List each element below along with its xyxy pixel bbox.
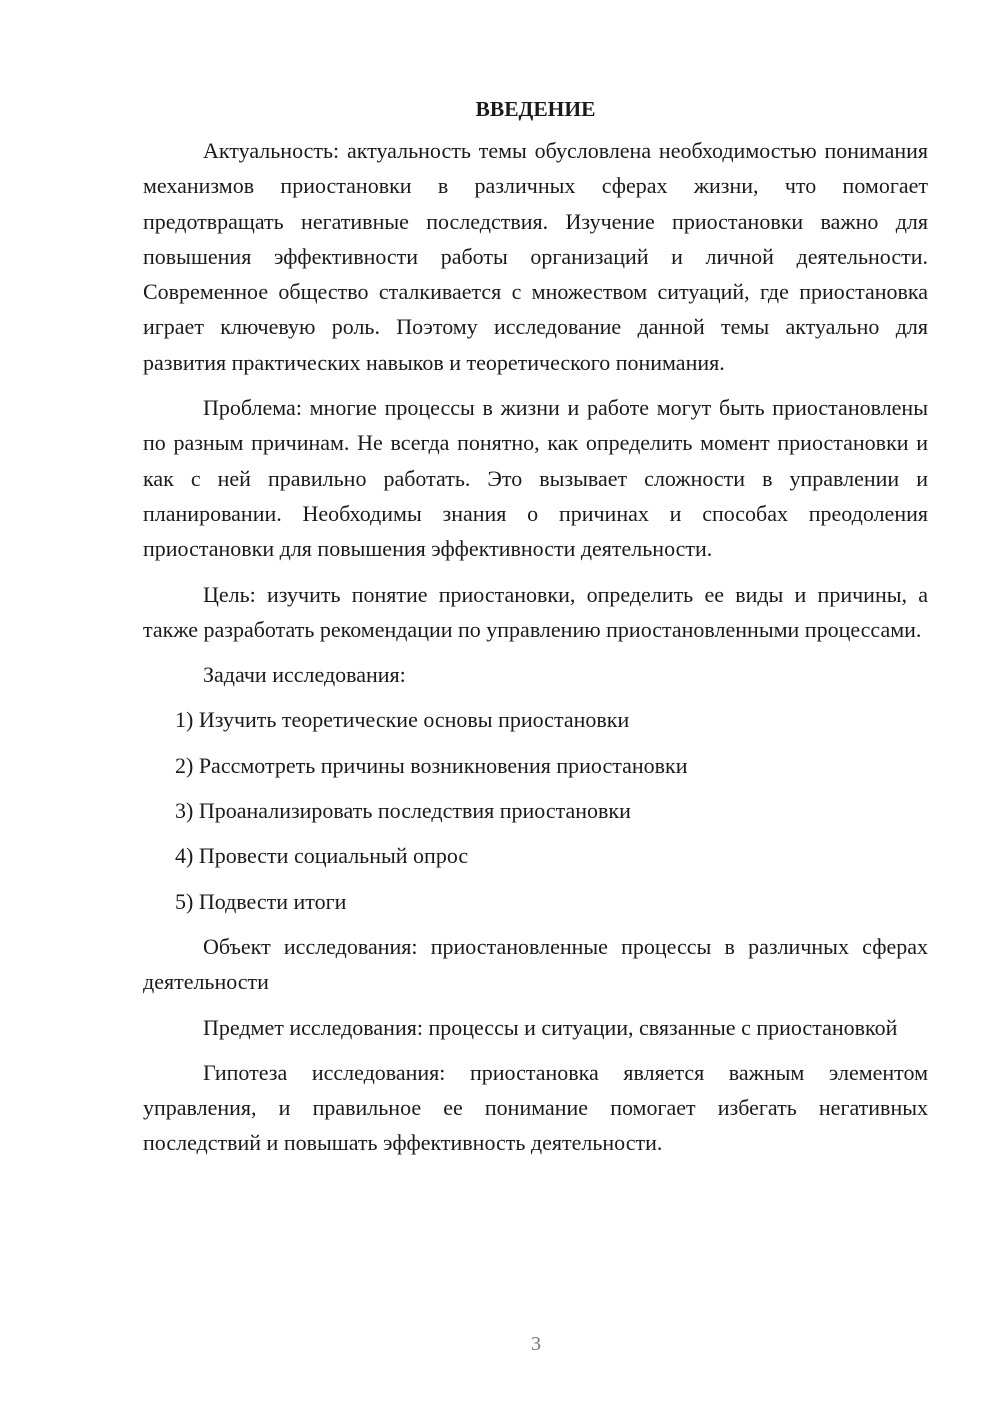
page-title: ВВЕДЕНИЕ [475,97,596,121]
page-content [143,92,928,1171]
task-item-4: 4) Провести социальный опрос [175,843,469,869]
paragraph-subject: Предмет исследования: процессы и ситуации, связанные с приостановкой [203,1014,898,1040]
task-item-3: 3) Проанализировать последствия приостановки [175,798,631,824]
paragraph-goal: Цель: изучить понятие приостановки, определить ее виды и причины, а также разработать рекомендации по управлению приостановленными процессами. [143,581,928,642]
page-number: 3 [531,1333,541,1355]
task-item-2: 2) Рассмотреть причины возникновения приостановки [175,752,688,778]
tasks-heading: Задачи исследования: [203,662,406,688]
task-item-5: 5) Подвести итоги [175,888,347,914]
paragraph-object: Объект исследования: приостановленные процессы в различных сферах деятельности [143,933,928,995]
task-item-1: 1) Изучить теоретические основы приостановки [175,707,630,733]
paragraph-hypothesis: Гипотеза исследования: приостановка является важным элементом управления, и правильное ее понимание помогает избегать негативных последствий и повышать эффективность деятельности. [143,1059,928,1156]
paragraph-problem: Проблема: многие процессы в жизни и работе могут быть приостановлены по разным причинам. Не всегда понятно, как определить момент приостановки и как с ней правильно работать. Это вызывает сложности в управлении и планировании. Необходимы знания о причинах и способах преодоления приостановки для повышения эффективности деятельности. [143,395,928,562]
paragraph-relevance: Актуальность: актуальность темы обусловлена необходимостью понимания механизмов приостановки в различных сферах жизни, что помогает предотвращать негативные последствия. Изучение приостановки важно для повышения эффективности работы организаций и личной деятельности. Современное общество сталкивается с множеством ситуаций, где приостановка играет ключевую роль. Поэтому исследование данной темы актуально для развития практических навыков и теоретического понимания. [143,138,928,375]
